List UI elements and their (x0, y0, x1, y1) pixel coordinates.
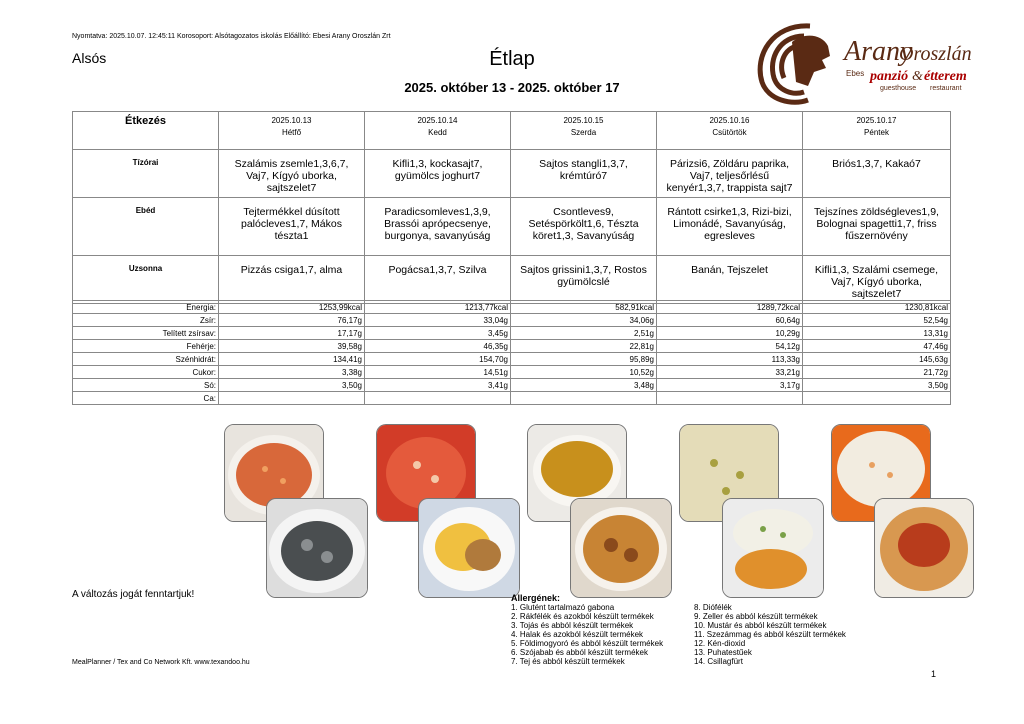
nutrition-row (73, 353, 951, 366)
dish-cell: Paradicsomleves1,3,9, Brassói aprópecsenye, burgonya, savanyúság (365, 198, 511, 256)
nutrient-value: 145,63g (803, 353, 951, 366)
nutrient-value: 154,70g (365, 353, 511, 366)
nutrient-value: 3,48g (511, 379, 657, 392)
page-number: 1 (931, 669, 937, 679)
allergen-item: 9. Zeller és abból készült termékek (694, 612, 818, 621)
day-header: 2025.10.16 Csütörtök (657, 112, 803, 150)
nutrient-value: 1253,99kcal (219, 301, 365, 314)
nutrition-row (73, 314, 951, 327)
logo-etterem: étterem (924, 69, 967, 84)
nutrient-value: 3,50g (219, 379, 365, 392)
nutrient-value: 113,33g (657, 353, 803, 366)
meal-label: Ebéd (73, 198, 219, 256)
nutrient-value: 17,17g (219, 327, 365, 340)
nutrient-value: 33,21g (657, 366, 803, 379)
nutrient-value: 60,64g (657, 314, 803, 327)
nutrient-value: 10,29g (657, 327, 803, 340)
nutrient-label: Cukor: (73, 366, 219, 379)
pasta-photo (266, 498, 368, 598)
allergen-item: 12. Kén-dioxid (694, 639, 746, 648)
nutrient-label: Energia: (73, 301, 219, 314)
disclaimer-note: A változás jogát fenntartjuk! (72, 589, 195, 600)
dish-cell: Szalámis zsemle1,3,6,7, Vaj7, Kígyó uborka, sajtszelet7 (219, 150, 365, 198)
allergen-item: 13. Puhatestűek (694, 648, 752, 657)
nutrient-value: 3,38g (219, 366, 365, 379)
nutrient-value: 95,89g (511, 353, 657, 366)
logo-restaurant: restaurant (930, 85, 962, 92)
nutrient-value: 582,91kcal (511, 301, 657, 314)
nutrient-value: 134,41g (219, 353, 365, 366)
allergen-item: 5. Földimogyoró és abból készült termékek (511, 639, 664, 648)
dish-cell: Tejtermékkel dúsított palócleves1,7, Mákos tészta1 (219, 198, 365, 256)
dish-cell: Kifli1,3, Szalámi csemege, Vaj7, Kígyó uborka, sajtszelet7 (803, 256, 951, 304)
nutrient-label: Ca: (73, 392, 219, 405)
pasta-photo (418, 498, 520, 598)
nutrient-value (365, 392, 511, 405)
nutrition-row (73, 366, 951, 379)
meal-label: Uzsonna (73, 256, 219, 304)
nutrient-value: 13,31g (803, 327, 951, 340)
nutrient-value: 34,06g (511, 314, 657, 327)
nutrient-value: 2,51g (511, 327, 657, 340)
restaurant-logo (752, 16, 984, 108)
allergen-item: 10. Mustár és abból készült termékek (694, 621, 827, 630)
allergen-item: 11. Szezámmag és abból készült termékek (694, 630, 846, 639)
nutrient-value: 3,45g (365, 327, 511, 340)
nutrient-value: 22,81g (511, 340, 657, 353)
nutrient-value: 33,04g (365, 314, 511, 327)
nutrition-table (72, 300, 951, 405)
dish-cell: Kifli1,3, kockasajt7, gyümölcs joghurt7 (365, 150, 511, 198)
print-info: Nyomtatva: 2025.10.07. 12:45:11 Korosoport: Alsótagozatos iskolás Előállító: Ebesi Arany Oroszlán Zrt (72, 33, 391, 40)
nutrient-label: Só: (73, 379, 219, 392)
allergen-list (511, 594, 663, 666)
logo-ebes: Ebes (846, 69, 865, 78)
dish-cell: Csontleves9, Setéspörkölt1,6, Tészta köret1,3, Savanyúság (511, 198, 657, 256)
meal-column-header: Étkezés (73, 112, 219, 150)
nutrient-label: Fehérje: (73, 340, 219, 353)
nutrient-value: 54,12g (657, 340, 803, 353)
nutrient-label: Telített zsírsav: (73, 327, 219, 340)
nutrient-value (803, 392, 951, 405)
nutrient-value (219, 392, 365, 405)
pasta-photo (570, 498, 672, 598)
dish-cell: Banán, Tejszelet (657, 256, 803, 304)
nutrition-row (73, 301, 951, 314)
nutrient-value: 3,41g (365, 379, 511, 392)
dish-cell: Rántott csirke1,3, Rizi-bizi, Limonádé, Savanyúság, egresleves (657, 198, 803, 256)
date-range: 2025. október 13 - 2025. október 17 (404, 80, 620, 95)
nutrition-row (73, 392, 951, 405)
dish-cell: Pizzás csiga1,7, alma (219, 256, 365, 304)
nutrient-value: 47,46g (803, 340, 951, 353)
nutrient-value (657, 392, 803, 405)
logo-arany: Arany (844, 36, 913, 67)
nutrition-row (73, 327, 951, 340)
nutrient-value: 52,54g (803, 314, 951, 327)
menu-table (72, 111, 951, 304)
allergen-item: 1. Glutént tartalmazó gabona (511, 603, 615, 612)
rice-chicken-photo (722, 498, 824, 598)
dish-cell: Briós1,3,7, Kakaó7 (803, 150, 951, 198)
nutrient-value: 1289,72kcal (657, 301, 803, 314)
meal-label: Tízórai (73, 150, 219, 198)
day-header: 2025.10.14 Kedd (365, 112, 511, 150)
nutrition-row (73, 340, 951, 353)
nutrient-value: 21,72g (803, 366, 951, 379)
logo-panzio: panzió (870, 69, 909, 84)
allergen-item: 6. Szójabab és abból készült termékek (511, 648, 648, 657)
day-header: 2025.10.13 Hétfő (219, 112, 365, 150)
allergen-item: 7. Tej és abból készült termékek (511, 657, 625, 666)
nutrient-value: 76,17g (219, 314, 365, 327)
logo-oroszlan: Oroszlán (899, 43, 972, 65)
nutrient-value: 46,35g (365, 340, 511, 353)
nutrient-value: 1230,81kcal (803, 301, 951, 314)
logo-guesthouse: guesthouse (880, 85, 917, 92)
allergen-item: 8. Diófélék (694, 603, 732, 612)
allergen-item: 2. Rákfélék és azokból készült termékek (511, 612, 654, 621)
age-category: Alsós (72, 50, 107, 66)
allergen-title: Allergének: (511, 593, 561, 603)
dish-cell: Párizsi6, Zöldáru paprika, Vaj7, teljesőrlésű kenyér1,3,7, trappista sajt7 (657, 150, 803, 198)
nutrient-value (511, 392, 657, 405)
day-header: 2025.10.17 Péntek (803, 112, 951, 150)
nutrient-value: 10,52g (511, 366, 657, 379)
page-title: Étlap (489, 48, 535, 70)
spaghetti-photo (874, 498, 974, 598)
allergen-list-col2 (694, 603, 846, 666)
allergen-item: 14. Csillagfürt (694, 657, 743, 666)
logo-amp: & (912, 69, 923, 84)
allergen-item: 4. Halak és azokból készült termékek (511, 630, 644, 639)
allergen-item: 3. Tojás és abból készült termékek (511, 621, 634, 630)
nutrient-value: 14,51g (365, 366, 511, 379)
nutrient-label: Zsír: (73, 314, 219, 327)
footer-credit: MealPlanner / Tex and Co Network Kft. www.texandoo.hu (72, 659, 250, 666)
nutrient-value: 1213,77kcal (365, 301, 511, 314)
nutrient-value: 3,17g (657, 379, 803, 392)
nutrient-label: Szénhidrát: (73, 353, 219, 366)
dish-cell: Sajtos stangli1,3,7, krémtúró7 (511, 150, 657, 198)
nutrient-value: 39,58g (219, 340, 365, 353)
dish-cell: Sajtos grissini1,3,7, Rostos gyümölcslé (511, 256, 657, 304)
nutrition-row (73, 379, 951, 392)
dish-cell: Tejszínes zöldségleves1,9, Bolognai spagetti1,7, friss fűszernövény (803, 198, 951, 256)
day-header: 2025.10.15 Szerda (511, 112, 657, 150)
dish-cell: Pogácsa1,3,7, Szilva (365, 256, 511, 304)
nutrient-value: 3,50g (803, 379, 951, 392)
